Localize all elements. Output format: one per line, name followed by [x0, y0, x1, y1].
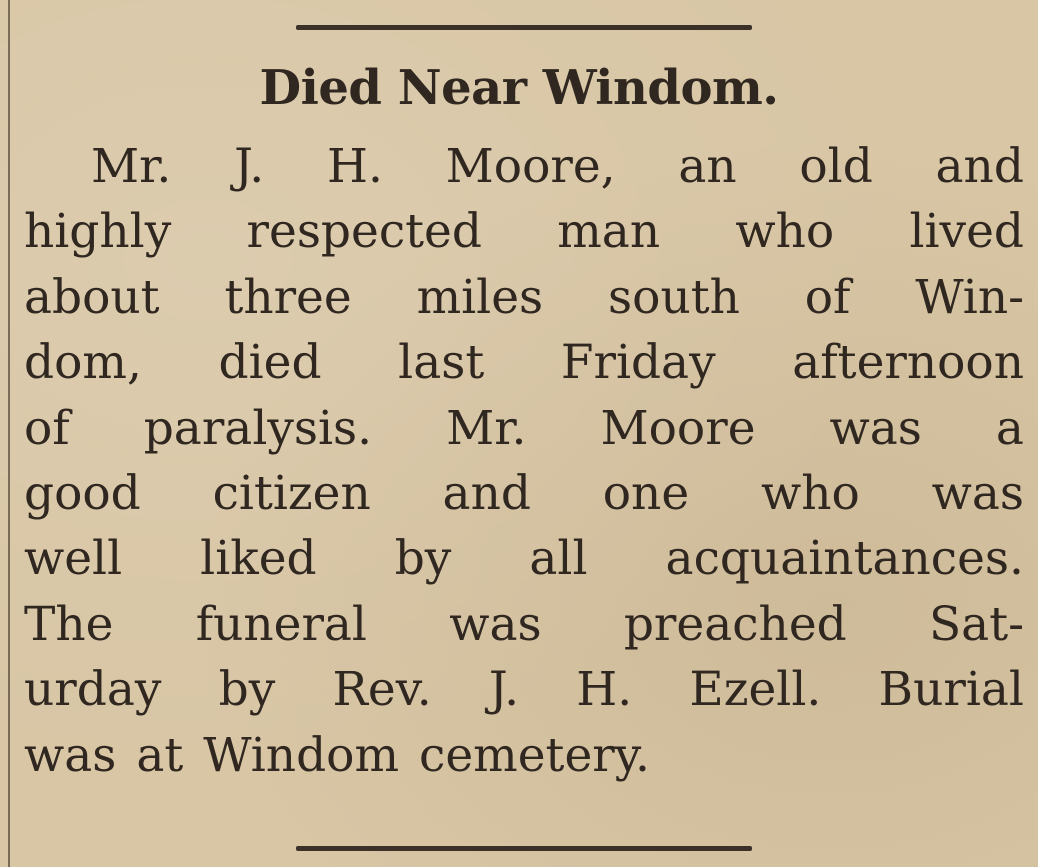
word: all: [529, 531, 588, 587]
word: was: [829, 400, 922, 456]
word: Windom: [203, 727, 400, 783]
word: J.: [234, 139, 265, 194]
article-line: [24, 396, 1024, 461]
word: The: [24, 596, 114, 652]
article-body: [24, 134, 1024, 788]
word: H.: [326, 139, 383, 194]
word: cemetery.: [419, 727, 650, 783]
word: of: [804, 269, 851, 325]
word: funeral: [195, 596, 367, 652]
article-line: [24, 199, 1024, 264]
word: Moore: [600, 400, 756, 456]
word: highly: [24, 204, 172, 260]
word: was: [931, 465, 1024, 521]
article-line: [24, 723, 1024, 788]
word: lived: [909, 204, 1024, 260]
word: and: [442, 465, 531, 521]
word: died: [218, 335, 322, 391]
word: was: [24, 727, 117, 783]
word: Win-: [915, 269, 1024, 325]
article-line: [24, 657, 1024, 722]
word: south: [608, 269, 740, 325]
word: Mr.: [91, 139, 172, 194]
word: one: [602, 465, 690, 521]
word: a: [995, 400, 1024, 456]
column-divider-line: [8, 0, 10, 867]
bottom-rule: [296, 846, 752, 851]
word: Sat-: [928, 596, 1024, 652]
article-line: [24, 592, 1024, 657]
word: Mr.: [446, 400, 527, 456]
word: dom,: [24, 335, 142, 391]
article-line: [24, 265, 1024, 330]
word: Ezell.: [689, 662, 822, 718]
word: paralysis.: [143, 400, 373, 456]
word: Friday: [560, 335, 716, 391]
word: citizen: [212, 465, 371, 521]
word: J.: [488, 662, 520, 718]
article-line: [24, 461, 1024, 526]
word: respected: [246, 204, 482, 260]
word: Burial: [878, 662, 1024, 718]
word: by: [394, 531, 452, 587]
word: H.: [576, 662, 633, 718]
word: who: [735, 204, 835, 260]
word: preached: [623, 596, 847, 652]
word: man: [557, 204, 661, 260]
article-line: [24, 134, 1024, 199]
top-rule: [296, 25, 752, 30]
word: last: [398, 335, 485, 391]
word: acquaintances.: [665, 531, 1024, 587]
word: Moore,: [445, 139, 616, 194]
article-line: [24, 526, 1024, 591]
word: good: [24, 465, 141, 521]
word: miles: [416, 269, 544, 325]
word: at: [136, 727, 184, 783]
word: who: [760, 465, 860, 521]
headline: Died Near Windom.: [259, 60, 779, 116]
word: by: [218, 662, 276, 718]
word: urday: [24, 662, 162, 718]
word: of: [24, 400, 70, 456]
word: an: [678, 139, 737, 194]
word: well: [24, 531, 123, 587]
word: Rev.: [332, 662, 432, 718]
word: about: [24, 269, 160, 325]
word: and: [935, 139, 1024, 194]
word: old: [799, 139, 873, 194]
word: was: [449, 596, 542, 652]
word: afternoon: [792, 335, 1024, 391]
word: liked: [200, 531, 317, 587]
article-line: [24, 330, 1024, 395]
word: three: [224, 269, 352, 325]
